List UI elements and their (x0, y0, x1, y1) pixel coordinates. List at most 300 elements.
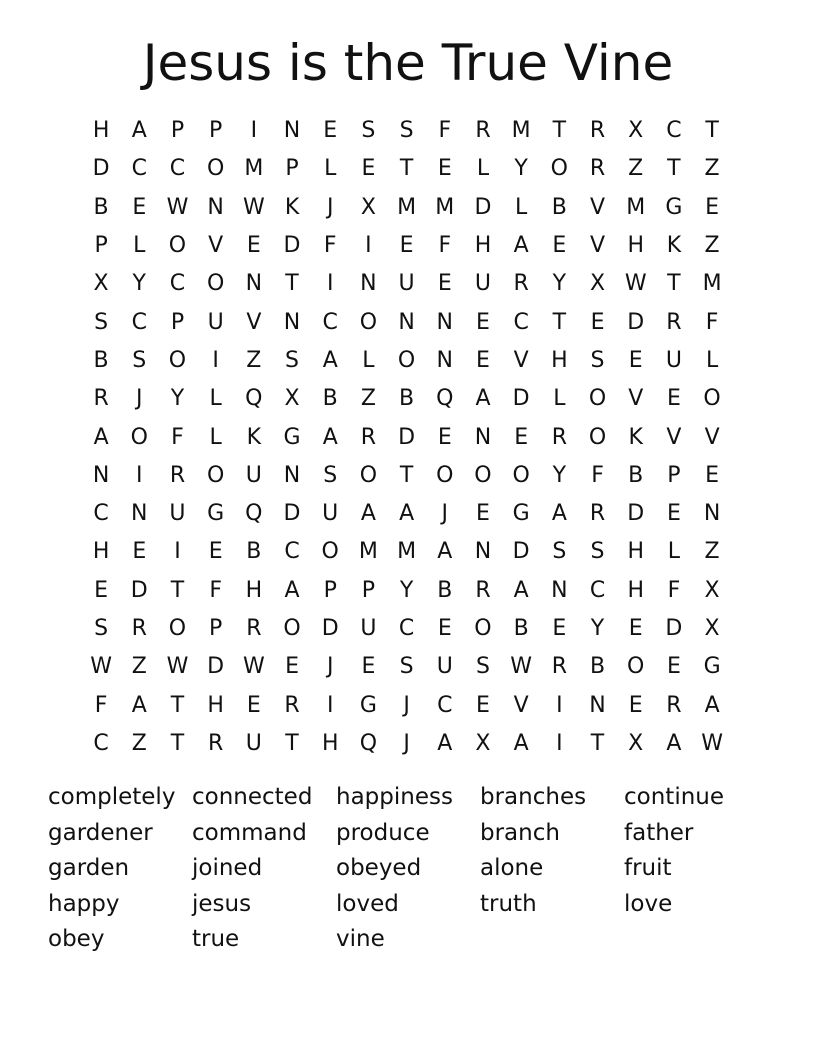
grid-letter[interactable]: F (591, 462, 604, 488)
grid-letter[interactable]: A (551, 501, 567, 527)
grid-letter[interactable]: I (212, 347, 219, 373)
grid-letter[interactable]: N (551, 577, 568, 603)
grid-letter[interactable]: W (90, 654, 112, 680)
grid-letter[interactable]: O (168, 347, 187, 373)
grid-letter[interactable]: G (207, 501, 225, 527)
grid-letter[interactable]: Q (436, 386, 454, 412)
grid-letter[interactable]: R (131, 616, 147, 641)
grid-letter[interactable]: W (166, 654, 189, 680)
grid-letter[interactable]: A (131, 118, 147, 144)
grid-letter[interactable]: Z (131, 730, 147, 756)
grid-letter[interactable]: O (588, 424, 607, 450)
grid-letter[interactable]: B (93, 347, 109, 373)
grid-letter[interactable]: X (704, 577, 720, 603)
grid-letter[interactable]: E (666, 386, 681, 412)
grid-letter[interactable]: N (131, 501, 148, 527)
grid-letter[interactable]: O (321, 539, 339, 565)
grid-letter[interactable]: E (476, 309, 490, 335)
grid-letter[interactable]: X (284, 386, 300, 412)
grid-letter[interactable]: O (627, 654, 645, 680)
grid-letter[interactable]: R (93, 386, 109, 412)
grid-letter[interactable]: N (283, 462, 301, 488)
grid-letter[interactable]: E (437, 156, 452, 182)
grid-letter[interactable]: N (360, 271, 377, 297)
grid-letter[interactable]: V (628, 386, 644, 412)
grid-letter[interactable]: L (705, 347, 719, 373)
grid-letter[interactable]: E (705, 194, 720, 220)
grid-letter[interactable]: F (438, 118, 452, 144)
grid-letter[interactable]: A (93, 424, 109, 450)
grid-letter[interactable]: O (206, 156, 225, 182)
grid-letter[interactable]: E (666, 654, 681, 680)
grid-letter[interactable]: E (361, 654, 376, 680)
word-list-item: obeyed (336, 855, 422, 881)
grid-letter[interactable]: V (513, 347, 529, 373)
grid-letter[interactable]: N (589, 692, 606, 718)
grid-letter[interactable]: C (169, 271, 186, 297)
grid-letter[interactable]: U (322, 501, 339, 527)
word-list-item: gardener (48, 819, 153, 846)
grid-letter[interactable]: U (207, 309, 224, 335)
grid-letter[interactable]: Y (170, 386, 185, 412)
grid-letter[interactable]: D (283, 233, 301, 259)
grid-letter[interactable]: A (475, 386, 491, 412)
grid-letter[interactable]: F (323, 233, 337, 259)
grid-letter[interactable]: J (403, 730, 410, 756)
grid-letter[interactable]: P (170, 309, 185, 335)
grid-letter[interactable]: E (552, 616, 567, 641)
grid-letter[interactable]: E (94, 577, 109, 603)
letter-grid[interactable] (82, 112, 732, 763)
grid-letter[interactable]: M (397, 194, 417, 220)
grid-letter[interactable]: E (552, 233, 567, 259)
grid-letter[interactable]: B (399, 386, 415, 412)
grid-letter[interactable]: K (246, 424, 262, 450)
grid-letter[interactable]: D (283, 501, 301, 527)
grid-letter[interactable]: X (360, 194, 376, 220)
grid-letter[interactable]: O (359, 462, 378, 488)
grid-letter[interactable]: E (285, 654, 299, 680)
grid-letter[interactable]: A (284, 577, 300, 603)
grid-letter[interactable]: V (704, 424, 720, 450)
grid-letter[interactable]: N (283, 309, 301, 335)
grid-letter[interactable]: E (437, 616, 452, 641)
grid-letter[interactable]: Y (399, 577, 414, 603)
grid-letter[interactable]: Z (704, 156, 720, 182)
grid-letter[interactable]: A (322, 347, 338, 373)
word-list-item: true (192, 926, 240, 952)
word-list-item: father (624, 819, 694, 846)
grid-letter[interactable]: S (361, 118, 376, 144)
grid-letter[interactable]: V (666, 424, 682, 450)
grid-letter[interactable]: L (324, 156, 337, 182)
grid-letter[interactable]: C (93, 501, 109, 527)
grid-letter[interactable]: U (245, 730, 262, 756)
grid-letter[interactable]: O (474, 462, 492, 488)
word-list-item: connected (192, 784, 313, 810)
grid-letter[interactable]: D (512, 539, 530, 565)
grid-letter[interactable]: C (666, 118, 682, 144)
grid-letter[interactable]: E (514, 424, 529, 450)
grid-letter[interactable]: L (553, 386, 566, 412)
grid-letter[interactable]: K (666, 233, 682, 259)
grid-letter[interactable]: A (513, 233, 529, 259)
grid-letter[interactable]: O (130, 424, 148, 450)
grid-letter[interactable]: A (322, 424, 338, 450)
grid-letter[interactable]: B (246, 539, 262, 565)
grid-letter[interactable]: A (513, 577, 529, 603)
grid-letter[interactable]: E (628, 692, 643, 718)
word-list-item: love (624, 890, 673, 917)
grid-letter[interactable]: A (704, 692, 720, 718)
grid-letter[interactable]: M (626, 194, 646, 220)
grid-letter[interactable]: Y (552, 462, 567, 488)
grid-letter[interactable]: K (284, 194, 300, 220)
grid-letter[interactable]: V (513, 692, 529, 718)
grid-letter[interactable]: I (365, 233, 372, 259)
grid-letter[interactable]: S (285, 347, 300, 373)
grid-letter[interactable]: V (590, 194, 606, 220)
grid-letter[interactable]: T (285, 271, 299, 297)
grid-letter[interactable]: B (93, 194, 109, 220)
grid-letter[interactable]: T (552, 309, 567, 335)
grid-letter[interactable]: H (551, 347, 568, 373)
grid-letter[interactable]: S (552, 539, 567, 565)
grid-letter[interactable]: E (437, 271, 452, 297)
grid-letter[interactable]: S (94, 309, 109, 335)
grid-letter[interactable]: R (208, 730, 224, 756)
grid-letter[interactable]: N (474, 539, 492, 565)
grid-letter[interactable]: Z (246, 347, 262, 373)
grid-letter[interactable]: L (515, 194, 528, 220)
grid-letter[interactable]: H (207, 692, 224, 718)
grid-letter[interactable]: F (94, 692, 108, 718)
grid-letter[interactable]: I (556, 692, 563, 718)
grid-letter[interactable]: D (92, 156, 110, 182)
page-title: Jesus is the True Vine (142, 34, 674, 92)
grid-letter[interactable]: H (474, 233, 492, 259)
grid-letter[interactable]: F (667, 577, 681, 603)
grid-letter[interactable]: P (209, 616, 223, 641)
grid-letter[interactable]: C (284, 539, 300, 565)
grid-letter[interactable]: T (399, 156, 414, 182)
grid-letter[interactable]: W (242, 654, 265, 680)
grid-letter[interactable]: L (667, 539, 681, 565)
grid-letter[interactable]: J (403, 692, 410, 718)
grid-letter[interactable]: I (556, 730, 563, 756)
grid-letter[interactable]: E (208, 539, 223, 565)
grid-letter[interactable]: F (438, 233, 452, 259)
grid-letter[interactable]: S (94, 616, 109, 641)
grid-letter[interactable]: P (323, 577, 337, 603)
grid-letter[interactable]: U (436, 654, 453, 680)
grid-letter[interactable]: R (551, 424, 567, 450)
grid-row (82, 112, 732, 150)
grid-letter[interactable]: N (436, 347, 454, 373)
grid-letter[interactable]: I (136, 462, 143, 488)
grid-letter[interactable]: A (131, 692, 147, 718)
grid-letter[interactable]: N (398, 309, 415, 335)
grid-letter[interactable]: S (399, 118, 414, 144)
grid-letter[interactable]: E (705, 462, 720, 488)
grid-letter[interactable]: C (93, 730, 109, 756)
grid-letter[interactable]: I (250, 118, 258, 144)
grid-letter[interactable]: B (589, 654, 606, 680)
grid-letter[interactable]: Q (359, 730, 378, 756)
grid-letter[interactable]: M (435, 194, 455, 220)
grid-letter[interactable]: N (703, 501, 721, 527)
grid-letter[interactable]: Y (552, 271, 567, 297)
grid-letter[interactable]: E (361, 156, 376, 182)
grid-letter[interactable]: O (206, 271, 225, 297)
grid-letter[interactable]: C (398, 616, 415, 641)
grid-letter[interactable]: R (666, 309, 682, 335)
grid-letter[interactable]: C (513, 309, 529, 335)
grid-letter[interactable]: C (131, 156, 147, 182)
grid-letter[interactable]: R (551, 654, 567, 680)
grid-letter[interactable]: Y (514, 156, 528, 182)
grid-letter[interactable]: O (359, 309, 378, 335)
grid-letter[interactable]: N (245, 271, 263, 297)
grid-letter[interactable]: M (358, 539, 378, 565)
grid-letter[interactable]: W (624, 271, 647, 297)
grid-letter[interactable]: C (589, 577, 606, 603)
grid-letter[interactable]: O (397, 347, 416, 373)
grid-letter[interactable]: G (283, 424, 301, 450)
grid-letter[interactable]: A (513, 730, 529, 756)
grid-letter[interactable]: E (628, 347, 643, 373)
grid-letter[interactable]: C (169, 156, 186, 182)
grid-letter[interactable]: R (475, 118, 491, 144)
grid-letter[interactable]: J (136, 386, 143, 412)
grid-letter[interactable]: J (441, 501, 449, 527)
grid-letter[interactable]: D (207, 654, 225, 680)
grid-letter[interactable]: J (326, 194, 334, 220)
grid-letter[interactable]: P (94, 233, 108, 259)
grid-letter[interactable]: Z (628, 156, 644, 182)
grid-letter[interactable]: Z (704, 233, 720, 259)
grid-letter[interactable]: N (207, 194, 224, 220)
grid-letter[interactable]: T (705, 118, 719, 144)
grid-letter[interactable]: Z (704, 539, 720, 565)
grid-letter[interactable]: T (170, 577, 185, 603)
grid-letter[interactable]: O (550, 156, 568, 182)
grid-letter[interactable]: R (589, 501, 606, 527)
grid-letter[interactable]: M (244, 156, 264, 182)
grid-letter[interactable]: S (590, 347, 605, 373)
grid-letter[interactable]: L (133, 233, 146, 259)
grid-letter[interactable]: I (326, 271, 334, 297)
grid-letter[interactable]: G (665, 194, 683, 220)
grid-letter[interactable]: H (92, 118, 110, 144)
grid-letter[interactable]: X (704, 616, 720, 641)
grid-letter[interactable]: B (628, 462, 644, 488)
grid-letter[interactable]: Q (245, 501, 263, 527)
grid-letter[interactable]: R (513, 271, 529, 297)
grid-letter[interactable]: W (701, 730, 723, 756)
grid-letter[interactable]: Y (132, 271, 146, 297)
grid-letter[interactable]: G (359, 692, 377, 718)
grid-letter[interactable]: Z (360, 386, 376, 412)
grid-letter[interactable]: H (321, 730, 339, 756)
grid-letter[interactable]: K (628, 424, 643, 450)
grid-letter[interactable]: W (166, 194, 189, 220)
grid-letter[interactable]: T (170, 730, 185, 756)
grid-letter[interactable]: N (283, 118, 301, 144)
grid-letter[interactable]: B (551, 194, 567, 220)
grid-letter[interactable]: M (702, 271, 722, 297)
grid-row (82, 189, 732, 227)
grid-letter[interactable]: O (703, 386, 721, 412)
grid-letter[interactable]: U (474, 271, 492, 297)
grid-letter[interactable]: F (171, 424, 184, 450)
grid-letter[interactable]: O (474, 616, 492, 641)
grid-letter[interactable]: S (323, 462, 338, 488)
grid-letter[interactable]: A (437, 730, 453, 756)
grid-letter[interactable]: P (170, 118, 185, 144)
grid-letter[interactable]: L (209, 424, 222, 450)
grid-letter[interactable]: D (321, 616, 339, 641)
grid-letter[interactable]: V (246, 309, 262, 335)
grid-letter[interactable]: E (628, 616, 643, 641)
grid-letter[interactable]: T (170, 692, 185, 718)
grid-letter[interactable]: A (360, 501, 376, 527)
grid-letter[interactable]: O (436, 462, 454, 488)
grid-letter[interactable]: T (667, 156, 681, 182)
grid-letter[interactable]: N (474, 424, 492, 450)
grid-letter[interactable]: R (666, 692, 682, 718)
grid-letter[interactable]: L (476, 156, 490, 182)
grid-letter[interactable]: D (130, 577, 148, 603)
grid-letter[interactable]: C (322, 309, 338, 335)
grid-letter[interactable]: T (399, 462, 414, 488)
grid-letter[interactable]: L (209, 386, 222, 412)
grid-letter[interactable]: D (474, 194, 492, 220)
grid-letter[interactable]: V (208, 233, 224, 259)
grid-letter[interactable]: Y (590, 616, 605, 641)
grid-letter[interactable]: R (169, 462, 186, 488)
grid-letter[interactable]: Q (245, 386, 263, 412)
grid-letter[interactable]: R (589, 118, 606, 144)
grid-letter[interactable]: D (665, 616, 683, 641)
grid-letter[interactable]: E (590, 309, 605, 335)
grid-letter[interactable]: V (590, 233, 606, 259)
grid-letter[interactable]: U (398, 271, 415, 297)
grid-letter[interactable]: D (512, 386, 530, 412)
grid-letter[interactable]: X (589, 271, 606, 297)
grid-letter[interactable]: S (132, 347, 147, 373)
grid-letter[interactable]: J (326, 654, 334, 680)
grid-letter[interactable]: B (513, 616, 529, 641)
grid-letter[interactable]: T (590, 730, 605, 756)
grid-letter[interactable]: I (174, 539, 181, 565)
grid-letter[interactable]: T (285, 730, 299, 756)
grid-letter[interactable]: N (92, 462, 110, 488)
grid-letter[interactable]: D (398, 424, 416, 450)
grid-letter[interactable]: E (246, 692, 261, 718)
grid-letter[interactable]: X (475, 730, 491, 756)
grid-letter[interactable]: O (512, 462, 530, 488)
grid-letter[interactable]: P (209, 118, 223, 144)
grid-letter[interactable]: E (476, 692, 490, 718)
grid-letter[interactable]: S (475, 654, 490, 680)
grid-letter[interactable]: H (627, 539, 644, 565)
grid-letter[interactable]: T (552, 118, 567, 144)
grid-letter[interactable]: G (512, 501, 530, 527)
grid-letter[interactable]: A (666, 730, 682, 756)
grid-letter[interactable]: E (666, 501, 681, 527)
grid-letter[interactable]: X (628, 118, 644, 144)
grid-letter[interactable]: D (627, 501, 645, 527)
grid-letter[interactable]: X (93, 271, 109, 297)
grid-letter[interactable]: C (437, 692, 453, 718)
grid-letter[interactable]: E (476, 501, 490, 527)
grid-letter[interactable]: E (399, 233, 414, 259)
grid-letter[interactable]: P (361, 577, 376, 603)
grid-letter[interactable]: U (245, 462, 262, 488)
grid-letter[interactable]: M (511, 118, 531, 144)
grid-letter[interactable]: X (628, 730, 644, 756)
grid-letter[interactable]: F (705, 309, 719, 335)
grid-letter[interactable]: E (132, 539, 147, 565)
grid-letter[interactable]: C (131, 309, 147, 335)
grid-letter[interactable]: U (665, 347, 682, 373)
grid-letter[interactable]: L (362, 347, 375, 373)
grid-letter[interactable]: F (209, 577, 222, 603)
grid-letter[interactable]: O (206, 462, 225, 488)
grid-letter[interactable]: H (627, 577, 644, 603)
grid-letter[interactable]: E (437, 424, 452, 450)
grid-letter[interactable]: R (589, 156, 606, 182)
grid-letter[interactable]: E (323, 118, 338, 144)
grid-letter[interactable]: H (627, 233, 644, 259)
grid-letter[interactable]: R (475, 577, 491, 603)
grid-letter[interactable]: H (245, 577, 263, 603)
grid-letter[interactable]: R (360, 424, 377, 450)
grid-letter[interactable]: Z (131, 654, 147, 680)
grid-letter[interactable]: B (437, 577, 453, 603)
grid-letter[interactable]: D (627, 309, 645, 335)
grid-letter[interactable]: T (667, 271, 681, 297)
grid-letter[interactable]: E (476, 347, 490, 373)
grid-letter[interactable]: G (703, 654, 721, 680)
grid-letter[interactable]: H (92, 539, 110, 565)
grid-letter[interactable]: P (285, 156, 299, 182)
grid-letter[interactable]: S (399, 654, 414, 680)
grid-letter[interactable]: N (436, 309, 454, 335)
grid-letter[interactable]: O (168, 616, 187, 641)
grid-letter[interactable]: S (590, 539, 605, 565)
grid-letter[interactable]: A (399, 501, 415, 527)
grid-row (82, 265, 732, 303)
grid-letter[interactable]: W (242, 194, 265, 220)
grid-letter[interactable]: U (169, 501, 186, 527)
grid-letter[interactable]: W (510, 654, 533, 680)
grid-letter[interactable]: I (326, 692, 334, 718)
grid-letter[interactable]: B (322, 386, 338, 412)
grid-letter[interactable]: U (360, 616, 377, 641)
grid-letter[interactable]: O (283, 616, 301, 641)
grid-letter[interactable]: R (246, 616, 262, 641)
grid-letter[interactable]: P (667, 462, 681, 488)
grid-letter[interactable]: O (588, 386, 607, 412)
grid-letter[interactable]: E (132, 194, 147, 220)
grid-letter[interactable]: R (284, 692, 300, 718)
grid-letter[interactable]: O (168, 233, 187, 259)
grid-letter[interactable]: M (397, 539, 417, 565)
grid-letter[interactable]: E (246, 233, 261, 259)
grid-letter[interactable]: A (437, 539, 453, 565)
